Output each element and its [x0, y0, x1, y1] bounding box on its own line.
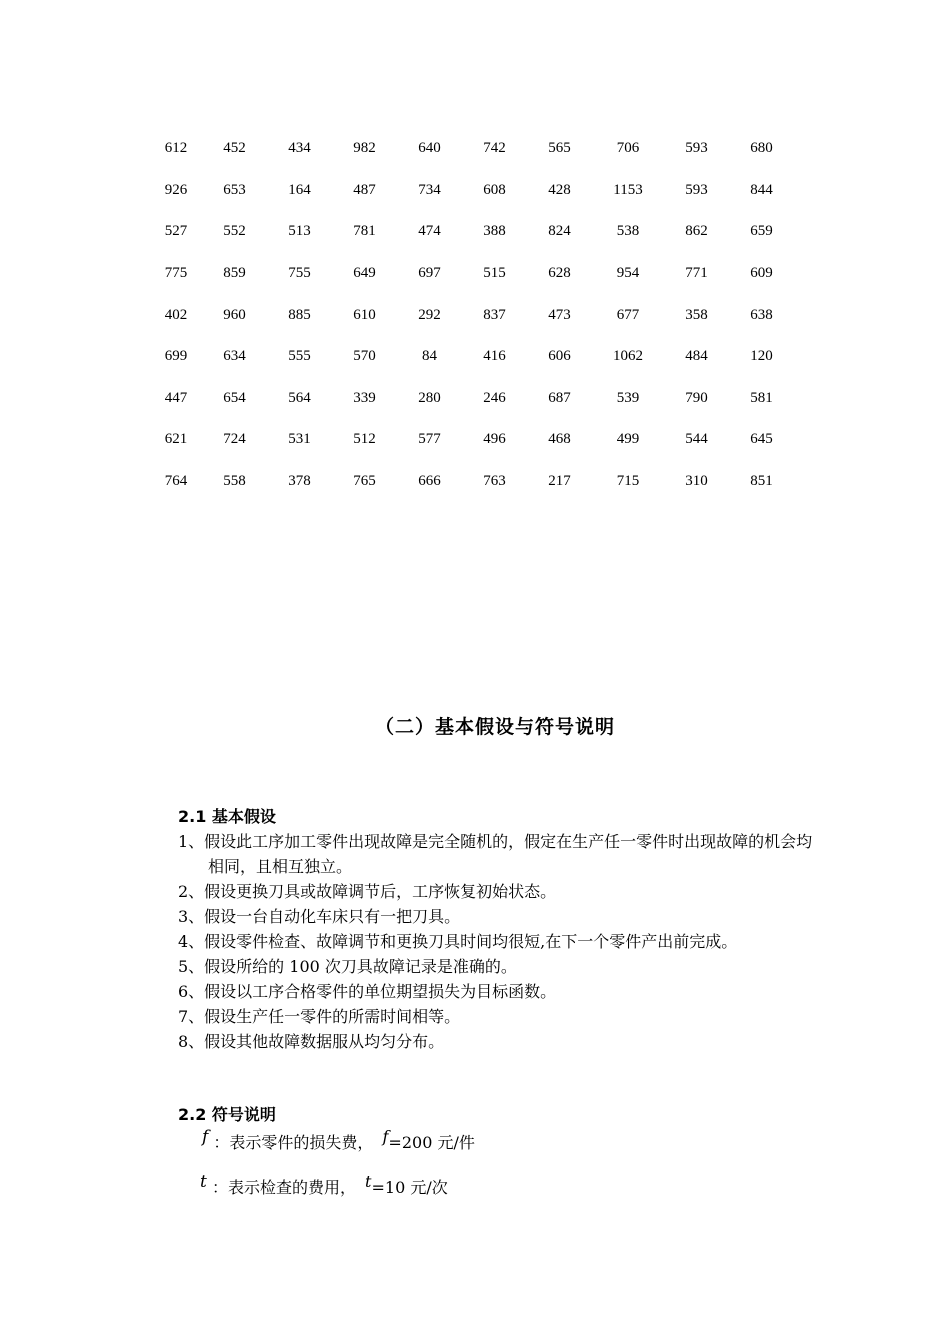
- table-cell: 593: [685, 140, 708, 157]
- table-cell: 859: [223, 265, 246, 282]
- table-cell: 926: [164, 181, 188, 198]
- table-cell: 960: [223, 306, 246, 323]
- table-cell: 474: [418, 223, 441, 240]
- table-cell: 885: [288, 306, 311, 323]
- table-cell: 765: [353, 473, 376, 490]
- table-cell: 608: [483, 181, 506, 198]
- table-cell: 982: [353, 140, 376, 157]
- table-cell: 378: [288, 473, 311, 490]
- table-cell: 680: [750, 140, 773, 157]
- table-cell: 1153: [613, 181, 643, 198]
- table-cell: 552: [223, 223, 246, 240]
- symbol-t-value: =10 元/次: [371, 1178, 448, 1197]
- table-cell: 734: [418, 181, 441, 198]
- assumption-item: 2、假设更换刀具或故障调节后，工序恢复初始状态。: [178, 882, 557, 901]
- assumption-item: 8、假设其他故障数据服从均匀分布。: [178, 1032, 445, 1051]
- table-cell: 484: [685, 348, 708, 365]
- table-cell: 771: [685, 265, 708, 282]
- table-cell: 539: [616, 389, 640, 406]
- symbol-t-line: [200, 1172, 448, 1198]
- table-cell: 531: [288, 431, 311, 448]
- table-row: [150, 336, 794, 378]
- table-cell: 487: [353, 181, 376, 198]
- table-cell: 217: [548, 473, 571, 490]
- symbol-f-value: =200 元/件: [388, 1133, 475, 1152]
- table-cell: 515: [483, 265, 506, 282]
- table-cell: 790: [685, 389, 708, 406]
- table-cell: 1062: [613, 348, 643, 365]
- table-cell: 292: [418, 306, 441, 323]
- table-cell: 954: [616, 265, 640, 282]
- table-cell: 564: [288, 389, 311, 406]
- assumption-item: 1、假设此工序加工零件出现故障是完全随机的，假定在生产任一零件时出现故障的机会均相同，且相互独立。: [178, 832, 813, 876]
- table-cell: 593: [685, 181, 708, 198]
- table-cell: 339: [353, 389, 376, 406]
- table-cell: 638: [750, 306, 773, 323]
- fault-data-table: [150, 128, 794, 502]
- table-cell: 428: [548, 181, 571, 198]
- table-cell: 558: [223, 473, 246, 490]
- table-cell: 844: [750, 181, 773, 198]
- assumption-item: 7、假设生产任一零件的所需时间相等。: [178, 1007, 461, 1026]
- table-cell: 606: [548, 348, 571, 365]
- table-cell: 280: [418, 389, 441, 406]
- table-row: [150, 378, 794, 420]
- table-cell: 555: [288, 348, 311, 365]
- table-cell: 634: [223, 348, 246, 365]
- table-cell: 649: [353, 265, 376, 282]
- assumption-item: 4、假设零件检查、故障调节和更换刀具时间均很短,在下一个零件产出前完成。: [178, 932, 738, 951]
- table-cell: 763: [483, 473, 506, 490]
- table-cell: 310: [685, 473, 708, 490]
- table-cell: 781: [353, 223, 376, 240]
- table-cell: 628: [548, 265, 571, 282]
- table-cell: 755: [288, 265, 311, 282]
- table-cell: 715: [616, 473, 640, 490]
- table-cell: 621: [164, 431, 188, 448]
- table-row: [150, 294, 794, 336]
- table-cell: 742: [483, 140, 506, 157]
- table-cell: 416: [483, 348, 506, 365]
- table-cell: 697: [418, 265, 441, 282]
- table-cell: 434: [288, 140, 311, 157]
- table-cell: 706: [616, 140, 640, 157]
- table-cell: 654: [223, 389, 246, 406]
- table-row: [150, 461, 794, 503]
- table-cell: 164: [288, 181, 311, 198]
- assumption-item: 6、假设以工序合格零件的单位期望损失为目标函数。: [178, 982, 557, 1001]
- table-cell: 724: [223, 431, 246, 448]
- symbol-t-var: t: [200, 1172, 207, 1192]
- table-cell: 612: [164, 140, 188, 157]
- table-cell: 499: [616, 431, 640, 448]
- table-row: [150, 128, 794, 170]
- table-row: [150, 170, 794, 212]
- table-cell: 659: [750, 223, 773, 240]
- table-cell: 851: [750, 473, 773, 490]
- table-row: [150, 419, 794, 461]
- symbols-heading: 2.2 符号说明: [178, 1105, 276, 1124]
- table-cell: 677: [616, 306, 640, 323]
- table-cell: 388: [483, 223, 506, 240]
- table-cell: 862: [685, 223, 708, 240]
- assumption-item: 3、假设一台自动化车床只有一把刀具。: [178, 907, 461, 926]
- table-cell: 764: [164, 473, 188, 490]
- symbol-t-var-inline: t: [365, 1172, 372, 1191]
- table-cell: 565: [548, 140, 571, 157]
- table-cell: 653: [223, 181, 246, 198]
- table-cell: 496: [483, 431, 506, 448]
- table-cell: 544: [685, 431, 708, 448]
- table-cell: 640: [418, 140, 441, 157]
- table-cell: 358: [685, 306, 708, 323]
- table-cell: 570: [353, 348, 376, 365]
- table-cell: 538: [616, 223, 640, 240]
- table-cell: 120: [750, 348, 773, 365]
- table-cell: 645: [750, 431, 773, 448]
- assumptions-heading: 2.1 基本假设: [178, 807, 276, 826]
- section-title: （二）基本假设与符号说明: [374, 716, 615, 738]
- assumption-item: 5、假设所给的 100 次刀具故障记录是准确的。: [178, 957, 517, 976]
- table-cell: 581: [750, 389, 773, 406]
- assumptions-list: [178, 829, 818, 1054]
- table-row: [150, 211, 794, 253]
- table-cell: 246: [483, 389, 506, 406]
- table-cell: 577: [418, 431, 441, 448]
- symbol-f-var-inline: f: [382, 1127, 389, 1146]
- table-cell: 687: [548, 389, 571, 406]
- table-cell: 513: [288, 223, 311, 240]
- table-cell: 699: [164, 348, 188, 365]
- table-cell: 468: [548, 431, 571, 448]
- table-cell: 824: [548, 223, 571, 240]
- table-cell: 609: [750, 265, 773, 282]
- symbol-f-desc: ：表示零件的损失费，: [213, 1133, 374, 1152]
- table-cell: 473: [548, 306, 571, 323]
- symbol-t-desc: ：表示检查的费用，: [211, 1178, 356, 1197]
- symbol-f-line: [202, 1127, 475, 1153]
- table-body: [150, 128, 794, 502]
- table-cell: 402: [164, 306, 188, 323]
- table-cell: 452: [223, 140, 246, 157]
- table-cell: 610: [353, 306, 376, 323]
- table-cell: 84: [422, 348, 437, 365]
- symbol-f-var: f: [202, 1127, 209, 1147]
- table-cell: 666: [418, 473, 441, 490]
- table-cell: 775: [164, 265, 188, 282]
- table-cell: 527: [164, 223, 188, 240]
- table-row: [150, 253, 794, 295]
- table-cell: 447: [164, 389, 188, 406]
- table-cell: 512: [353, 431, 376, 448]
- table-cell: 837: [483, 306, 506, 323]
